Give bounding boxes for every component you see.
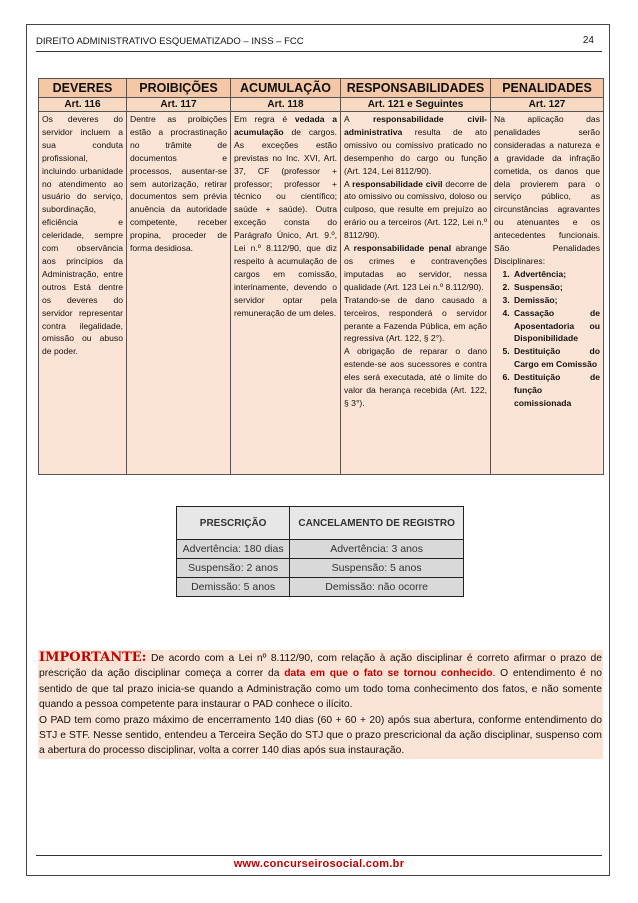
footer-divider <box>36 855 602 856</box>
deveres-text: Os deveres do servidor incluem a sua conduta profissional, incluindo urbanidade no atendimento ao usuário do serviço, subordinação, eficiência e celeridade, sempre com observância aos princípios da Administração, entre outros Está dentre os deveres do servidor representar contra ilegalidade, omissão ou abuso de poder. <box>42 114 123 357</box>
importante-box <box>38 650 603 759</box>
cell-penalidades <box>491 112 604 475</box>
penalidades-list <box>494 268 600 410</box>
resp-p3-bold: responsabilidade penal <box>353 243 452 254</box>
article-proibicoes: Art. 117 <box>127 98 231 112</box>
footer-url: www.concurseirosocial.com.br <box>233 858 405 870</box>
resp-sucessores: A obrigação de reparar o dano estende-se aos sucessores e contra eles será executada, até o limite do valor da herança recebida (Art. 122, § 3°). <box>344 346 487 408</box>
importante-text-c: . O entendimento é no sentido de que tal prazo inicia-se quando a Administração como um todo toma conhecimento dos fatos, e não somente quando a pessoa competente para instaurar o PAD conhece o ilícito. <box>39 668 602 711</box>
prescricao-header: PRESCRIÇÃO <box>177 507 290 540</box>
acumulacao-text-bold: vedada a acumulação <box>234 114 337 137</box>
importante-text-a: De acordo com a Lei nº 8.112/90, com relação à ação disciplinar é correto afirmar o prazo de prescrição da ação disciplinar começa a correr da <box>39 653 602 680</box>
resp-p2-c: decorre de ato omissivo ou comissivo, doloso ou culposo, que resulte em prejuízo ao erário ou a terceiros (Art. 122, Lei n.º 8112/90). <box>344 178 487 241</box>
cancelamento-cell: Suspensão: 5 anos <box>290 559 464 578</box>
importante-paragraph-2: O PAD tem como prazo máximo de encerramento 140 dias (60 + 60 + 20) após sua abertura, conforme entendimento do STJ e STF. Nesse sentido, entendeu a Terceira Seção do STJ que o prazo prescricional da ação disciplinar, suspenso com a abertura do processo disciplinar, volta a correr 140 dias após sua instauração. <box>39 714 602 757</box>
prescricao-cell: Suspensão: 2 anos <box>177 559 290 578</box>
resp-p1-a: A <box>344 114 373 124</box>
table-row <box>177 540 464 559</box>
acumulacao-text-a: Em regra é <box>234 114 295 124</box>
cell-responsabilidades <box>341 112 491 475</box>
header-deveres: DEVERES <box>39 79 127 98</box>
page-header-title: DIREITO ADMINISTRATIVO ESQUEMATIZADO – INSS – FCC <box>36 36 304 47</box>
article-deveres: Art. 116 <box>39 98 127 112</box>
cell-acumulacao <box>231 112 341 475</box>
page-number: 24 <box>582 35 594 46</box>
importante-highlight: data em que o fato se tornou conhecido <box>284 668 493 680</box>
penalidade-item: 5. Destituição do Cargo em Comissão <box>512 345 600 371</box>
resp-p1-c: resulta de ato omissivo ou comissivo praticado no desempenho do cargo ou função (Art. 124, Lei 8112/90). <box>344 126 487 176</box>
prescricao-table <box>176 506 464 597</box>
cell-deveres <box>39 112 127 475</box>
resp-penal <box>344 242 487 294</box>
penalidade-item: 3. Demissão; <box>512 294 600 307</box>
header-penalidades: PENALIDADES <box>491 79 604 98</box>
resp-p1-bold: responsabilidade civil-administrativa <box>344 114 487 137</box>
article-acumulacao: Art. 118 <box>231 98 341 112</box>
article-penalidades: Art. 127 <box>491 98 604 112</box>
acumulacao-text-c: de cargos. As exceções estão previstas no Inc. XVI, Art. 37, CF (professor + professor; professor + técnico ou científico; saúde + saúde). Outra exceção consta do Parágrafo Único, Art. 9.º, Lei n.º 8.112/90, que diz respeito à acumulação de cargos em comissão, interinamente, devendo o servidor optar pela remuneração de um deles. <box>234 126 337 318</box>
penalidade-item: 6. Destituição de função comissionada <box>512 371 600 410</box>
cancelamento-cell: Advertência: 3 anos <box>290 540 464 559</box>
table-row <box>177 578 464 597</box>
importante-label: IMPORTANTE: <box>39 650 147 665</box>
prescricao-cell: Advertência: 180 dias <box>177 540 290 559</box>
resp-civil <box>344 178 487 243</box>
resp-civil-administrativa <box>344 113 487 178</box>
resp-dano-terceiros: Tratando-se de dano causado a terceiros, responderá o servidor perante a Fazenda Pública, em ação regressiva (Art. 122, § 2°). <box>344 294 487 344</box>
prescricao-cell: Demissão: 5 anos <box>177 578 290 597</box>
penalidade-item: 2. Suspensão; <box>512 281 600 294</box>
resp-p3-c: abrange os crimes e contravenções imputadas ao servidor, nessa qualidade (Art. 123 Lei n.º 8.112/90). <box>344 243 487 292</box>
cell-proibicoes <box>127 112 231 475</box>
resp-p2-a: A <box>344 178 353 189</box>
header-proibicoes: PROIBIÇÕES <box>127 79 231 98</box>
proibicoes-text: Dentre as proibições estão a procrastinação no trâmite de documentos e processos, ausentar-se sem autorização, retirar documentos sem prévia anuência da autoridade competente, receber propina, proceder de forma desidiosa. <box>130 114 227 254</box>
header-divider <box>36 51 602 52</box>
resp-p2-bold: responsabilidade civil <box>352 178 443 189</box>
article-responsabilidades: Art. 121 e Seguintes <box>341 98 491 112</box>
penalidades-intro: Na aplicação das penalidades serão consideradas a natureza e a gravidade da infração cometida, os danos que dela provierem para o serviço público, as circunstâncias agravantes ou atenuantes e os antecedentes funcionais. São Penalidades Disciplinares: <box>494 114 600 266</box>
table-row <box>177 559 464 578</box>
cancelamento-header: CANCELAMENTO DE REGISTRO <box>290 507 464 540</box>
header-responsabilidades: RESPONSABILIDADES <box>341 79 491 98</box>
penalidade-item: 1. Advertência; <box>512 268 600 281</box>
summary-table <box>38 78 604 475</box>
resp-p3-a: A <box>344 243 354 254</box>
cancelamento-cell: Demissão: não ocorre <box>290 578 464 597</box>
header-acumulacao: ACUMULAÇÃO <box>231 79 341 98</box>
penalidade-item: 4. Cassação de Aposentadoria ou Disponibilidade <box>512 307 600 346</box>
